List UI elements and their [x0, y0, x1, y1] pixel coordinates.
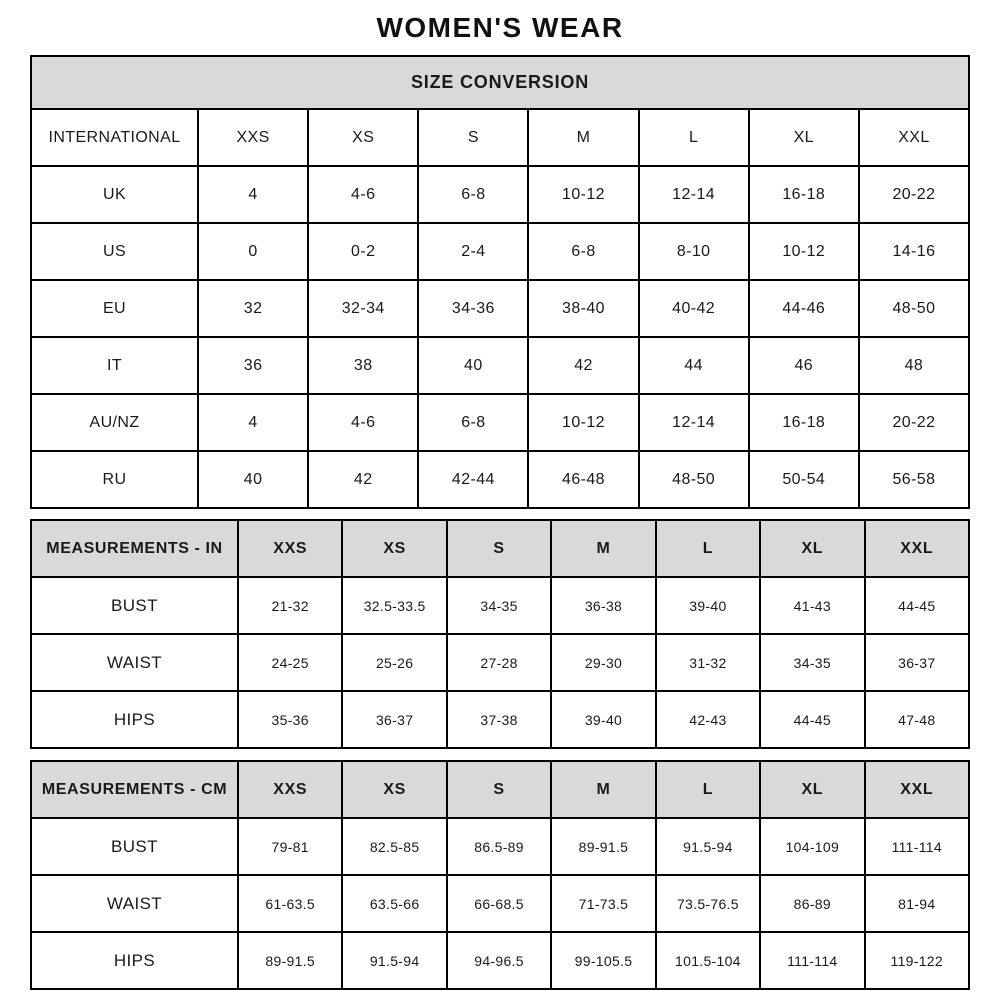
- value-cell: 39-40: [656, 577, 760, 634]
- value-cell: 29-30: [551, 634, 655, 691]
- value-cell: 91.5-94: [656, 818, 760, 875]
- row-label: BUST: [31, 577, 238, 634]
- table-row: [31, 577, 969, 634]
- value-cell: 111-114: [865, 818, 969, 875]
- row-label: WAIST: [31, 875, 238, 932]
- measurements-cm-body: [31, 761, 969, 989]
- value-cell: 20-22: [859, 394, 969, 451]
- value-cell: 36-38: [551, 577, 655, 634]
- value-cell: 4: [198, 166, 308, 223]
- value-cell: 81-94: [865, 875, 969, 932]
- value-cell: 41-43: [760, 577, 864, 634]
- value-cell: 40: [418, 337, 528, 394]
- value-cell: 12-14: [639, 394, 749, 451]
- size-column-header: XXS: [238, 520, 342, 577]
- value-cell: 82.5-85: [342, 818, 446, 875]
- table-row: [31, 691, 969, 748]
- row-label: AU/NZ: [31, 394, 198, 451]
- size-column-header: S: [447, 520, 551, 577]
- value-cell: 73.5-76.5: [656, 875, 760, 932]
- value-cell: 4: [198, 394, 308, 451]
- value-cell: 6-8: [528, 223, 638, 280]
- corner-header-cell: INTERNATIONAL: [31, 109, 198, 166]
- value-cell: 10-12: [528, 394, 638, 451]
- size-column-header: XXS: [198, 109, 308, 166]
- value-cell: 12-14: [639, 166, 749, 223]
- size-column-header: XS: [342, 761, 446, 818]
- value-cell: 99-105.5: [551, 932, 655, 989]
- table-row: [31, 634, 969, 691]
- page-title: WOMEN'S WEAR: [376, 11, 624, 43]
- value-cell: 46-48: [528, 451, 638, 508]
- value-cell: 27-28: [447, 634, 551, 691]
- value-cell: 0-2: [308, 223, 418, 280]
- size-column-header: XS: [308, 109, 418, 166]
- value-cell: 0: [198, 223, 308, 280]
- row-label: BUST: [31, 818, 238, 875]
- value-cell: 10-12: [749, 223, 859, 280]
- value-cell: 8-10: [639, 223, 749, 280]
- value-cell: 111-114: [760, 932, 864, 989]
- value-cell: 37-38: [447, 691, 551, 748]
- value-cell: 16-18: [749, 166, 859, 223]
- value-cell: 48: [859, 337, 969, 394]
- value-cell: 48-50: [859, 280, 969, 337]
- value-cell: 42-44: [418, 451, 528, 508]
- size-column-header: XXL: [859, 109, 969, 166]
- value-cell: 34-35: [760, 634, 864, 691]
- row-label: WAIST: [31, 634, 238, 691]
- size-column-header: L: [639, 109, 749, 166]
- table-row: [31, 818, 969, 875]
- value-cell: 35-36: [238, 691, 342, 748]
- measurements-in-header-row: [31, 520, 969, 577]
- value-cell: 44-45: [865, 577, 969, 634]
- value-cell: 44: [639, 337, 749, 394]
- value-cell: 48-50: [639, 451, 749, 508]
- size-column-header: L: [656, 761, 760, 818]
- value-cell: 36-37: [342, 691, 446, 748]
- value-cell: 56-58: [859, 451, 969, 508]
- size-conversion-header-row: [31, 109, 969, 166]
- row-label: HIPS: [31, 932, 238, 989]
- value-cell: 2-4: [418, 223, 528, 280]
- table-row: [31, 166, 969, 223]
- row-label: IT: [31, 337, 198, 394]
- value-cell: 91.5-94: [342, 932, 446, 989]
- size-conversion-title-row: [31, 56, 969, 109]
- value-cell: 42: [308, 451, 418, 508]
- value-cell: 89-91.5: [238, 932, 342, 989]
- size-column-header: S: [418, 109, 528, 166]
- row-label: EU: [31, 280, 198, 337]
- value-cell: 20-22: [859, 166, 969, 223]
- value-cell: 32-34: [308, 280, 418, 337]
- row-label: RU: [31, 451, 198, 508]
- size-conversion-title: SIZE CONVERSION: [31, 56, 969, 109]
- value-cell: 79-81: [238, 818, 342, 875]
- row-label: US: [31, 223, 198, 280]
- measurements-in-body: [31, 520, 969, 748]
- size-conversion-body: [31, 109, 969, 508]
- value-cell: 42: [528, 337, 638, 394]
- measurements-in-table: [30, 519, 970, 749]
- value-cell: 36-37: [865, 634, 969, 691]
- row-label: UK: [31, 166, 198, 223]
- table-row: [31, 875, 969, 932]
- value-cell: 50-54: [749, 451, 859, 508]
- value-cell: 36: [198, 337, 308, 394]
- value-cell: 10-12: [528, 166, 638, 223]
- value-cell: 16-18: [749, 394, 859, 451]
- size-column-header: XXL: [865, 761, 969, 818]
- value-cell: 31-32: [656, 634, 760, 691]
- value-cell: 21-32: [238, 577, 342, 634]
- value-cell: 39-40: [551, 691, 655, 748]
- value-cell: 6-8: [418, 394, 528, 451]
- value-cell: 32.5-33.5: [342, 577, 446, 634]
- size-conversion-table: [30, 55, 970, 509]
- value-cell: 71-73.5: [551, 875, 655, 932]
- value-cell: 34-35: [447, 577, 551, 634]
- value-cell: 94-96.5: [447, 932, 551, 989]
- table-row: [31, 280, 969, 337]
- table-row: [31, 394, 969, 451]
- size-column-header: XL: [760, 761, 864, 818]
- value-cell: 86-89: [760, 875, 864, 932]
- value-cell: 6-8: [418, 166, 528, 223]
- size-column-header: XXS: [238, 761, 342, 818]
- value-cell: 40-42: [639, 280, 749, 337]
- size-column-header: XL: [760, 520, 864, 577]
- value-cell: 104-109: [760, 818, 864, 875]
- measurements-cm-header-row: [31, 761, 969, 818]
- size-column-header: S: [447, 761, 551, 818]
- size-column-header: M: [551, 761, 655, 818]
- size-column-header: M: [528, 109, 638, 166]
- value-cell: 38: [308, 337, 418, 394]
- value-cell: 46: [749, 337, 859, 394]
- value-cell: 44-46: [749, 280, 859, 337]
- table-row: [31, 337, 969, 394]
- value-cell: 44-45: [760, 691, 864, 748]
- value-cell: 66-68.5: [447, 875, 551, 932]
- table-row: [31, 223, 969, 280]
- value-cell: 34-36: [418, 280, 528, 337]
- table-row: [31, 451, 969, 508]
- value-cell: 24-25: [238, 634, 342, 691]
- value-cell: 42-43: [656, 691, 760, 748]
- value-cell: 25-26: [342, 634, 446, 691]
- row-label: HIPS: [31, 691, 238, 748]
- size-column-header: XXL: [865, 520, 969, 577]
- value-cell: 101.5-104: [656, 932, 760, 989]
- value-cell: 63.5-66: [342, 875, 446, 932]
- size-column-header: L: [656, 520, 760, 577]
- value-cell: 89-91.5: [551, 818, 655, 875]
- value-cell: 4-6: [308, 166, 418, 223]
- value-cell: 4-6: [308, 394, 418, 451]
- corner-header-cell: MEASUREMENTS - IN: [31, 520, 238, 577]
- size-column-header: M: [551, 520, 655, 577]
- value-cell: 38-40: [528, 280, 638, 337]
- size-column-header: XL: [749, 109, 859, 166]
- value-cell: 14-16: [859, 223, 969, 280]
- value-cell: 32: [198, 280, 308, 337]
- corner-header-cell: MEASUREMENTS - CM: [31, 761, 238, 818]
- value-cell: 61-63.5: [238, 875, 342, 932]
- table-row: [31, 932, 969, 989]
- size-column-header: XS: [342, 520, 446, 577]
- value-cell: 47-48: [865, 691, 969, 748]
- value-cell: 119-122: [865, 932, 969, 989]
- measurements-cm-table: [30, 760, 970, 990]
- value-cell: 86.5-89: [447, 818, 551, 875]
- value-cell: 40: [198, 451, 308, 508]
